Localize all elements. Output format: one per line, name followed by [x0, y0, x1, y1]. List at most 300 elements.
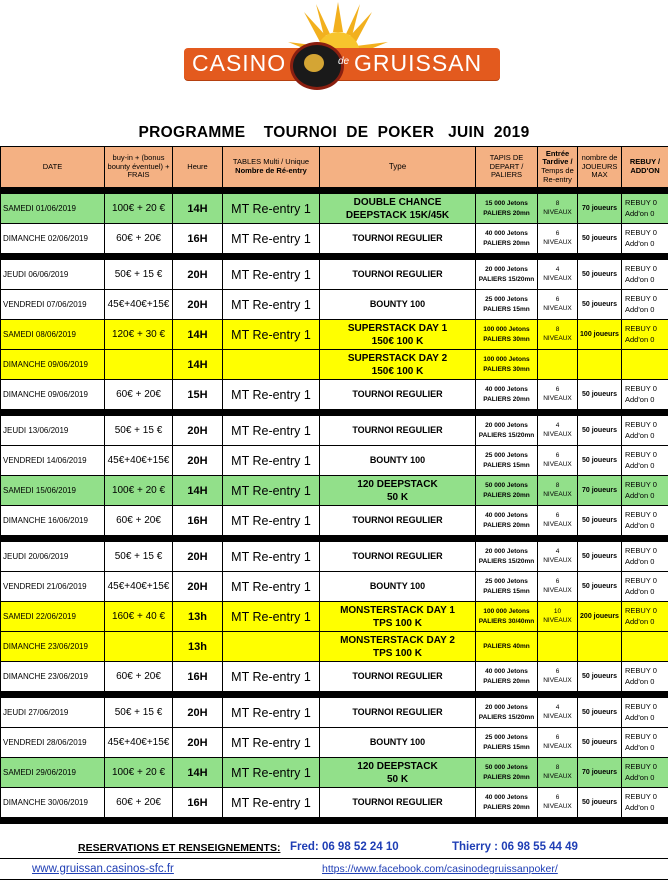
rebuy-cell-line2: Add'on 0 — [625, 713, 668, 724]
entree-cell-line1: 6 — [538, 668, 577, 677]
players-max-cell-line1: 200 joueurs — [578, 613, 621, 620]
entree-cell-line2: NIVEAUX — [538, 677, 577, 686]
tapis-cell — [476, 350, 538, 380]
date-cell — [1, 224, 105, 254]
type-cell — [320, 572, 476, 602]
buyin-cell — [105, 542, 173, 572]
hour-cell — [173, 350, 223, 380]
table-row — [1, 542, 668, 572]
tables-cell-line1: MT Re-entry 1 — [223, 736, 319, 750]
buyin-cell-line1: 50€ + 15 € — [105, 707, 172, 718]
date-cell — [1, 698, 105, 728]
rebuy-cell-line1: REBUY 0 — [625, 450, 668, 461]
tapis-cell-line2: PALIERS 15mn — [476, 587, 537, 596]
rebuy-cell — [622, 224, 668, 254]
rebuy-cell-line2: Add'on 0 — [625, 239, 668, 250]
entree-cell-line2: NIVEAUX — [538, 491, 577, 500]
entree-cell — [538, 542, 578, 572]
roulette-wheel-icon — [290, 42, 344, 90]
type-cell — [320, 758, 476, 788]
players-max-cell-line1: 50 joueurs — [578, 739, 621, 746]
hour-cell — [173, 260, 223, 290]
rebuy-cell — [622, 416, 668, 446]
players-max-cell — [578, 506, 622, 536]
rebuy-cell-line2: Add'on 0 — [625, 587, 668, 598]
players-max-cell-line1: 50 joueurs — [578, 709, 621, 716]
date-cell — [1, 320, 105, 350]
hour-cell — [173, 290, 223, 320]
date-cell-line1: JEUDI 13/06/2019 — [3, 426, 104, 435]
rebuy-cell-line2: Add'on 0 — [625, 491, 668, 502]
hour-cell-line1: 16H — [173, 671, 222, 683]
entree-cell-line2: NIVEAUX — [538, 431, 577, 440]
tables-cell — [223, 758, 320, 788]
tapis-cell-line2: PALIERS 20mn — [476, 677, 537, 686]
date-cell — [1, 728, 105, 758]
hour-cell-line1: 20H — [173, 737, 222, 749]
tables-cell — [223, 446, 320, 476]
tables-cell-line1: MT Re-entry 1 — [223, 514, 319, 528]
date-cell-line1: JEUDI 27/06/2019 — [3, 708, 104, 717]
facebook-link[interactable]: https://www.facebook.com/casinodegruissanpoker/ — [322, 863, 558, 875]
players-max-cell-line1: 70 joueurs — [578, 205, 621, 212]
tables-cell — [223, 572, 320, 602]
header-heure: Heure — [173, 147, 223, 188]
table-header-row — [1, 147, 668, 188]
tapis-cell — [476, 758, 538, 788]
buyin-cell-line1: 60€ + 20€ — [105, 797, 172, 808]
entree-cell — [538, 602, 578, 632]
header-tables-line2: Nombre de Ré-entry — [223, 167, 319, 176]
entree-cell-line2: NIVEAUX — [538, 617, 577, 626]
header-tapis: TAPIS DE DEPART / PALIERS — [476, 147, 538, 188]
logo-word-de: de — [338, 56, 349, 67]
buyin-cell-line1: 120€ + 30 € — [105, 329, 172, 340]
tapis-cell-line1: 20 000 Jetons — [476, 421, 537, 430]
rebuy-cell-line1: REBUY 0 — [625, 606, 668, 617]
players-max-cell-line1: 50 joueurs — [578, 235, 621, 242]
type-cell-line1: BOUNTY 100 — [320, 455, 475, 467]
buyin-cell-line1: 60€ + 20€ — [105, 515, 172, 526]
players-max-cell-line1: 50 joueurs — [578, 799, 621, 806]
rebuy-cell — [622, 698, 668, 728]
players-max-cell — [578, 476, 622, 506]
tapis-cell — [476, 194, 538, 224]
entree-cell-line1: 4 — [538, 266, 577, 275]
type-cell — [320, 446, 476, 476]
date-cell — [1, 758, 105, 788]
entree-cell-line1: 4 — [538, 548, 577, 557]
rebuy-cell-line1: REBUY 0 — [625, 294, 668, 305]
rebuy-cell-line1: REBUY 0 — [625, 264, 668, 275]
tapis-cell-line2: PALIERS 20mn — [476, 521, 537, 530]
table-row — [1, 290, 668, 320]
type-cell — [320, 290, 476, 320]
tapis-cell — [476, 320, 538, 350]
entree-cell-line2: NIVEAUX — [538, 395, 577, 404]
type-cell-line1: BOUNTY 100 — [320, 737, 475, 749]
entree-cell — [538, 758, 578, 788]
buyin-cell — [105, 224, 173, 254]
website-link[interactable]: www.gruissan.casinos-sfc.fr — [32, 863, 174, 875]
hour-cell-line1: 20H — [173, 299, 222, 311]
tapis-cell-line1: 100 000 Jetons — [476, 607, 537, 616]
players-max-cell-line1: 50 joueurs — [578, 517, 621, 524]
buyin-cell-line1: 60€ + 20€ — [105, 389, 172, 400]
tapis-cell-line1: 40 000 Jetons — [476, 385, 537, 394]
entree-cell — [538, 662, 578, 692]
buyin-cell — [105, 506, 173, 536]
contact-fred: Fred: 06 98 52 24 10 — [290, 841, 399, 853]
rebuy-cell-line1: REBUY 0 — [625, 546, 668, 557]
tapis-cell-line2: PALIERS 20mn — [476, 209, 537, 218]
players-max-cell — [578, 224, 622, 254]
tapis-cell-line1: 40 000 Jetons — [476, 511, 537, 520]
buyin-cell — [105, 446, 173, 476]
buyin-cell — [105, 260, 173, 290]
buyin-cell-line1: 100€ + 20 € — [105, 485, 172, 496]
entree-cell — [538, 194, 578, 224]
week-separator — [1, 818, 668, 824]
buyin-cell — [105, 758, 173, 788]
players-max-cell-line1: 50 joueurs — [578, 583, 621, 590]
type-cell — [320, 260, 476, 290]
table-row — [1, 320, 668, 350]
table-row — [1, 476, 668, 506]
date-cell — [1, 260, 105, 290]
rebuy-cell — [622, 476, 668, 506]
type-cell-line1: 120 DEEPSTACK — [320, 478, 475, 491]
tables-cell-line1: MT Re-entry 1 — [223, 706, 319, 720]
contact-thierry: Thierry : 06 98 55 44 49 — [452, 841, 578, 853]
tables-cell — [223, 728, 320, 758]
logo-word-gruissan: GRUISSAN — [354, 50, 482, 77]
tapis-cell-line2: PALIERS 15/20mn — [476, 431, 537, 440]
date-cell — [1, 662, 105, 692]
entree-cell-line2: NIVEAUX — [538, 239, 577, 248]
tapis-cell-line1: 100 000 Jetons — [476, 325, 537, 334]
type-cell-line2: 50 K — [320, 773, 475, 786]
hour-cell — [173, 446, 223, 476]
players-max-cell-line1: 50 joueurs — [578, 271, 621, 278]
tables-cell — [223, 290, 320, 320]
tapis-cell — [476, 290, 538, 320]
tapis-cell-line1: 40 000 Jetons — [476, 793, 537, 802]
players-max-cell-line1: 50 joueurs — [578, 427, 621, 434]
footer-links-row — [0, 858, 668, 880]
players-max-cell — [578, 572, 622, 602]
hour-cell-line1: 20H — [173, 455, 222, 467]
type-cell-line2: DEEPSTACK 15K/45K — [320, 209, 475, 222]
tables-cell — [223, 380, 320, 410]
type-cell-line2: TPS 100 K — [320, 647, 475, 660]
tapis-cell-line1: 20 000 Jetons — [476, 703, 537, 712]
table-row — [1, 602, 668, 632]
buyin-cell-line1: 50€ + 15 € — [105, 269, 172, 280]
hour-cell — [173, 662, 223, 692]
tapis-cell-line1: 25 000 Jetons — [476, 451, 537, 460]
date-cell — [1, 194, 105, 224]
rebuy-cell — [622, 602, 668, 632]
tables-cell — [223, 632, 320, 662]
date-cell — [1, 350, 105, 380]
tournament-table — [0, 146, 668, 824]
hour-cell — [173, 224, 223, 254]
entree-cell — [538, 632, 578, 662]
entree-cell-line2: NIVEAUX — [538, 713, 577, 722]
players-max-cell-line1: 70 joueurs — [578, 769, 621, 776]
tapis-cell-line2: PALIERS 20mn — [476, 491, 537, 500]
date-cell-line1: JEUDI 06/06/2019 — [3, 270, 104, 279]
hour-cell-line1: 14H — [173, 329, 222, 341]
type-cell — [320, 476, 476, 506]
tables-cell-line1: MT Re-entry 1 — [223, 232, 319, 246]
tapis-cell-line2: PALIERS 15mn — [476, 305, 537, 314]
buyin-cell — [105, 416, 173, 446]
entree-cell — [538, 446, 578, 476]
date-cell-line1: DIMANCHE 16/06/2019 — [3, 516, 104, 525]
rebuy-cell-line2: Add'on 0 — [625, 275, 668, 286]
date-cell-line1: SAMEDI 29/06/2019 — [3, 768, 104, 777]
players-max-cell — [578, 320, 622, 350]
entree-cell — [538, 728, 578, 758]
tables-cell-line1: MT Re-entry 1 — [223, 670, 319, 684]
date-cell — [1, 602, 105, 632]
tapis-cell-line1: 15 000 Jetons — [476, 199, 537, 208]
buyin-cell — [105, 290, 173, 320]
rebuy-cell-line2: Add'on 0 — [625, 557, 668, 568]
entree-cell — [538, 290, 578, 320]
entree-cell-line2: NIVEAUX — [538, 743, 577, 752]
date-cell — [1, 446, 105, 476]
hour-cell-line1: 13h — [173, 641, 222, 653]
header-date: DATE — [1, 147, 105, 188]
entree-cell-line1: 8 — [538, 764, 577, 773]
tables-cell-line1: MT Re-entry 1 — [223, 610, 319, 624]
entree-cell-line1: 8 — [538, 326, 577, 335]
type-cell — [320, 632, 476, 662]
header-buyin: buy-in + (bonus bounty éventuel) + FRAIS — [105, 147, 173, 188]
hour-cell-line1: 14H — [173, 359, 222, 371]
rebuy-cell — [622, 728, 668, 758]
rebuy-cell-line2: Add'on 0 — [625, 677, 668, 688]
tapis-cell-line1: 100 000 Jetons — [476, 355, 537, 364]
date-cell — [1, 542, 105, 572]
tapis-cell — [476, 260, 538, 290]
date-cell-line1: DIMANCHE 23/06/2019 — [3, 672, 104, 681]
tapis-cell — [476, 602, 538, 632]
tables-cell — [223, 320, 320, 350]
tables-cell-line1: MT Re-entry 1 — [223, 424, 319, 438]
date-cell — [1, 788, 105, 818]
rebuy-cell — [622, 632, 668, 662]
type-cell-line1: BOUNTY 100 — [320, 299, 475, 311]
buyin-cell-line1: 50€ + 15 € — [105, 551, 172, 562]
table-row — [1, 662, 668, 692]
hour-cell — [173, 380, 223, 410]
buyin-cell — [105, 788, 173, 818]
type-cell — [320, 602, 476, 632]
tables-cell — [223, 542, 320, 572]
table-row — [1, 416, 668, 446]
hour-cell — [173, 194, 223, 224]
tapis-cell-line2: PALIERS 20mn — [476, 395, 537, 404]
tables-cell-line1: MT Re-entry 1 — [223, 796, 319, 810]
type-cell — [320, 320, 476, 350]
date-cell-line1: VENDREDI 14/06/2019 — [3, 456, 104, 465]
rebuy-cell-line1: REBUY 0 — [625, 420, 668, 431]
type-cell-line2: 50 K — [320, 491, 475, 504]
entree-cell — [538, 260, 578, 290]
type-cell-line1: TOURNOI REGULIER — [320, 233, 475, 245]
entree-cell-line2: NIVEAUX — [538, 773, 577, 782]
tapis-cell-line1: 20 000 Jetons — [476, 265, 537, 274]
buyin-cell — [105, 698, 173, 728]
footer — [0, 840, 668, 878]
tables-cell — [223, 224, 320, 254]
date-cell-line1: VENDREDI 07/06/2019 — [3, 300, 104, 309]
type-cell-line1: MONSTERSTACK DAY 1 — [320, 604, 475, 617]
hour-cell — [173, 788, 223, 818]
tapis-cell — [476, 446, 538, 476]
tapis-cell — [476, 572, 538, 602]
hour-cell-line1: 14H — [173, 767, 222, 779]
type-cell-line1: TOURNOI REGULIER — [320, 269, 475, 281]
rebuy-cell-line1: REBUY 0 — [625, 792, 668, 803]
players-max-cell — [578, 698, 622, 728]
entree-cell-line1: 8 — [538, 200, 577, 209]
players-max-cell — [578, 758, 622, 788]
date-cell-line1: DIMANCHE 23/06/2019 — [3, 642, 104, 651]
players-max-cell-line1: 50 joueurs — [578, 457, 621, 464]
hour-cell-line1: 15H — [173, 389, 222, 401]
header-entree-line1: Entrée Tardive / — [538, 150, 577, 167]
date-cell — [1, 476, 105, 506]
tables-cell-line1: MT Re-entry 1 — [223, 454, 319, 468]
rebuy-cell-line2: Add'on 0 — [625, 617, 668, 628]
tapis-cell-line1: 40 000 Jetons — [476, 229, 537, 238]
rebuy-cell-line2: Add'on 0 — [625, 395, 668, 406]
rebuy-cell-line1: REBUY 0 — [625, 732, 668, 743]
rebuy-cell-line1: REBUY 0 — [625, 666, 668, 677]
entree-cell-line1: 6 — [538, 578, 577, 587]
buyin-cell-line1: 60€ + 20€ — [105, 233, 172, 244]
tapis-cell — [476, 728, 538, 758]
type-cell — [320, 380, 476, 410]
hour-cell-line1: 14H — [173, 485, 222, 497]
tapis-cell-line2: PALIERS 30mn — [476, 365, 537, 374]
hour-cell-line1: 20H — [173, 707, 222, 719]
rebuy-cell — [622, 758, 668, 788]
buyin-cell — [105, 320, 173, 350]
hour-cell — [173, 632, 223, 662]
hour-cell-line1: 14H — [173, 203, 222, 215]
tables-cell-line1: MT Re-entry 1 — [223, 268, 319, 282]
reservations-label: RESERVATIONS ET RENSEIGNEMENTS: — [78, 842, 280, 854]
players-max-cell — [578, 632, 622, 662]
entree-cell — [538, 320, 578, 350]
tapis-cell-line1: 20 000 Jetons — [476, 547, 537, 556]
type-cell-line2: 150€ 100 K — [320, 365, 475, 378]
logo-word-casino: CASINO — [192, 50, 286, 77]
rebuy-cell-line2: Add'on 0 — [625, 743, 668, 754]
tapis-cell — [476, 506, 538, 536]
entree-cell — [538, 416, 578, 446]
entree-cell-line2: NIVEAUX — [538, 461, 577, 470]
tapis-cell-line2: PALIERS 15/20mn — [476, 557, 537, 566]
players-max-cell-line1: 100 joueurs — [578, 331, 621, 338]
entree-cell — [538, 380, 578, 410]
separator-cell — [1, 818, 668, 824]
page-title: PROGRAMME TOURNOI DE POKER JUIN 2019 — [0, 124, 668, 142]
header-entree — [538, 147, 578, 188]
players-max-cell — [578, 380, 622, 410]
players-max-cell-line1: 50 joueurs — [578, 391, 621, 398]
tapis-cell-line1: 25 000 Jetons — [476, 295, 537, 304]
tapis-cell-line1: 40 000 Jetons — [476, 667, 537, 676]
rebuy-cell-line1: REBUY 0 — [625, 384, 668, 395]
buyin-cell-line1: 45€+40€+15€ — [105, 737, 172, 748]
tapis-cell — [476, 224, 538, 254]
tables-cell — [223, 194, 320, 224]
rebuy-cell-line1: REBUY 0 — [625, 762, 668, 773]
rebuy-cell — [622, 320, 668, 350]
buyin-cell — [105, 728, 173, 758]
rebuy-cell — [622, 506, 668, 536]
hour-cell-line1: 20H — [173, 269, 222, 281]
type-cell — [320, 194, 476, 224]
type-cell — [320, 728, 476, 758]
entree-cell-line1: 6 — [538, 794, 577, 803]
buyin-cell — [105, 572, 173, 602]
entree-cell — [538, 572, 578, 602]
rebuy-cell-line2: Add'on 0 — [625, 803, 668, 814]
players-max-cell-line1: 50 joueurs — [578, 553, 621, 560]
players-max-cell — [578, 260, 622, 290]
tables-cell — [223, 350, 320, 380]
rebuy-cell-line2: Add'on 0 — [625, 209, 668, 220]
buyin-cell-line1: 45€+40€+15€ — [105, 455, 172, 466]
table-row — [1, 224, 668, 254]
tables-cell — [223, 662, 320, 692]
rebuy-cell-line1: REBUY 0 — [625, 324, 668, 335]
rebuy-cell-line1: REBUY 0 — [625, 198, 668, 209]
rebuy-cell — [622, 350, 668, 380]
entree-cell-line1: 8 — [538, 482, 577, 491]
table-row — [1, 506, 668, 536]
entree-cell — [538, 476, 578, 506]
tables-cell — [223, 260, 320, 290]
entree-cell-line1: 4 — [538, 422, 577, 431]
buyin-cell-line1: 160€ + 40 € — [105, 611, 172, 622]
players-max-cell-line1: 50 joueurs — [578, 301, 621, 308]
entree-cell-line1: 6 — [538, 230, 577, 239]
buyin-cell-line1: 60€ + 20€ — [105, 671, 172, 682]
players-max-cell — [578, 602, 622, 632]
hour-cell-line1: 20H — [173, 551, 222, 563]
tables-cell-line1: MT Re-entry 1 — [223, 298, 319, 312]
hour-cell — [173, 602, 223, 632]
players-max-cell-line1: 50 joueurs — [578, 673, 621, 680]
table-row — [1, 728, 668, 758]
date-cell — [1, 380, 105, 410]
tapis-cell — [476, 662, 538, 692]
type-cell-line1: TOURNOI REGULIER — [320, 797, 475, 809]
rebuy-cell — [622, 290, 668, 320]
hour-cell — [173, 320, 223, 350]
type-cell — [320, 350, 476, 380]
tapis-cell-line2: PALIERS 15mn — [476, 461, 537, 470]
